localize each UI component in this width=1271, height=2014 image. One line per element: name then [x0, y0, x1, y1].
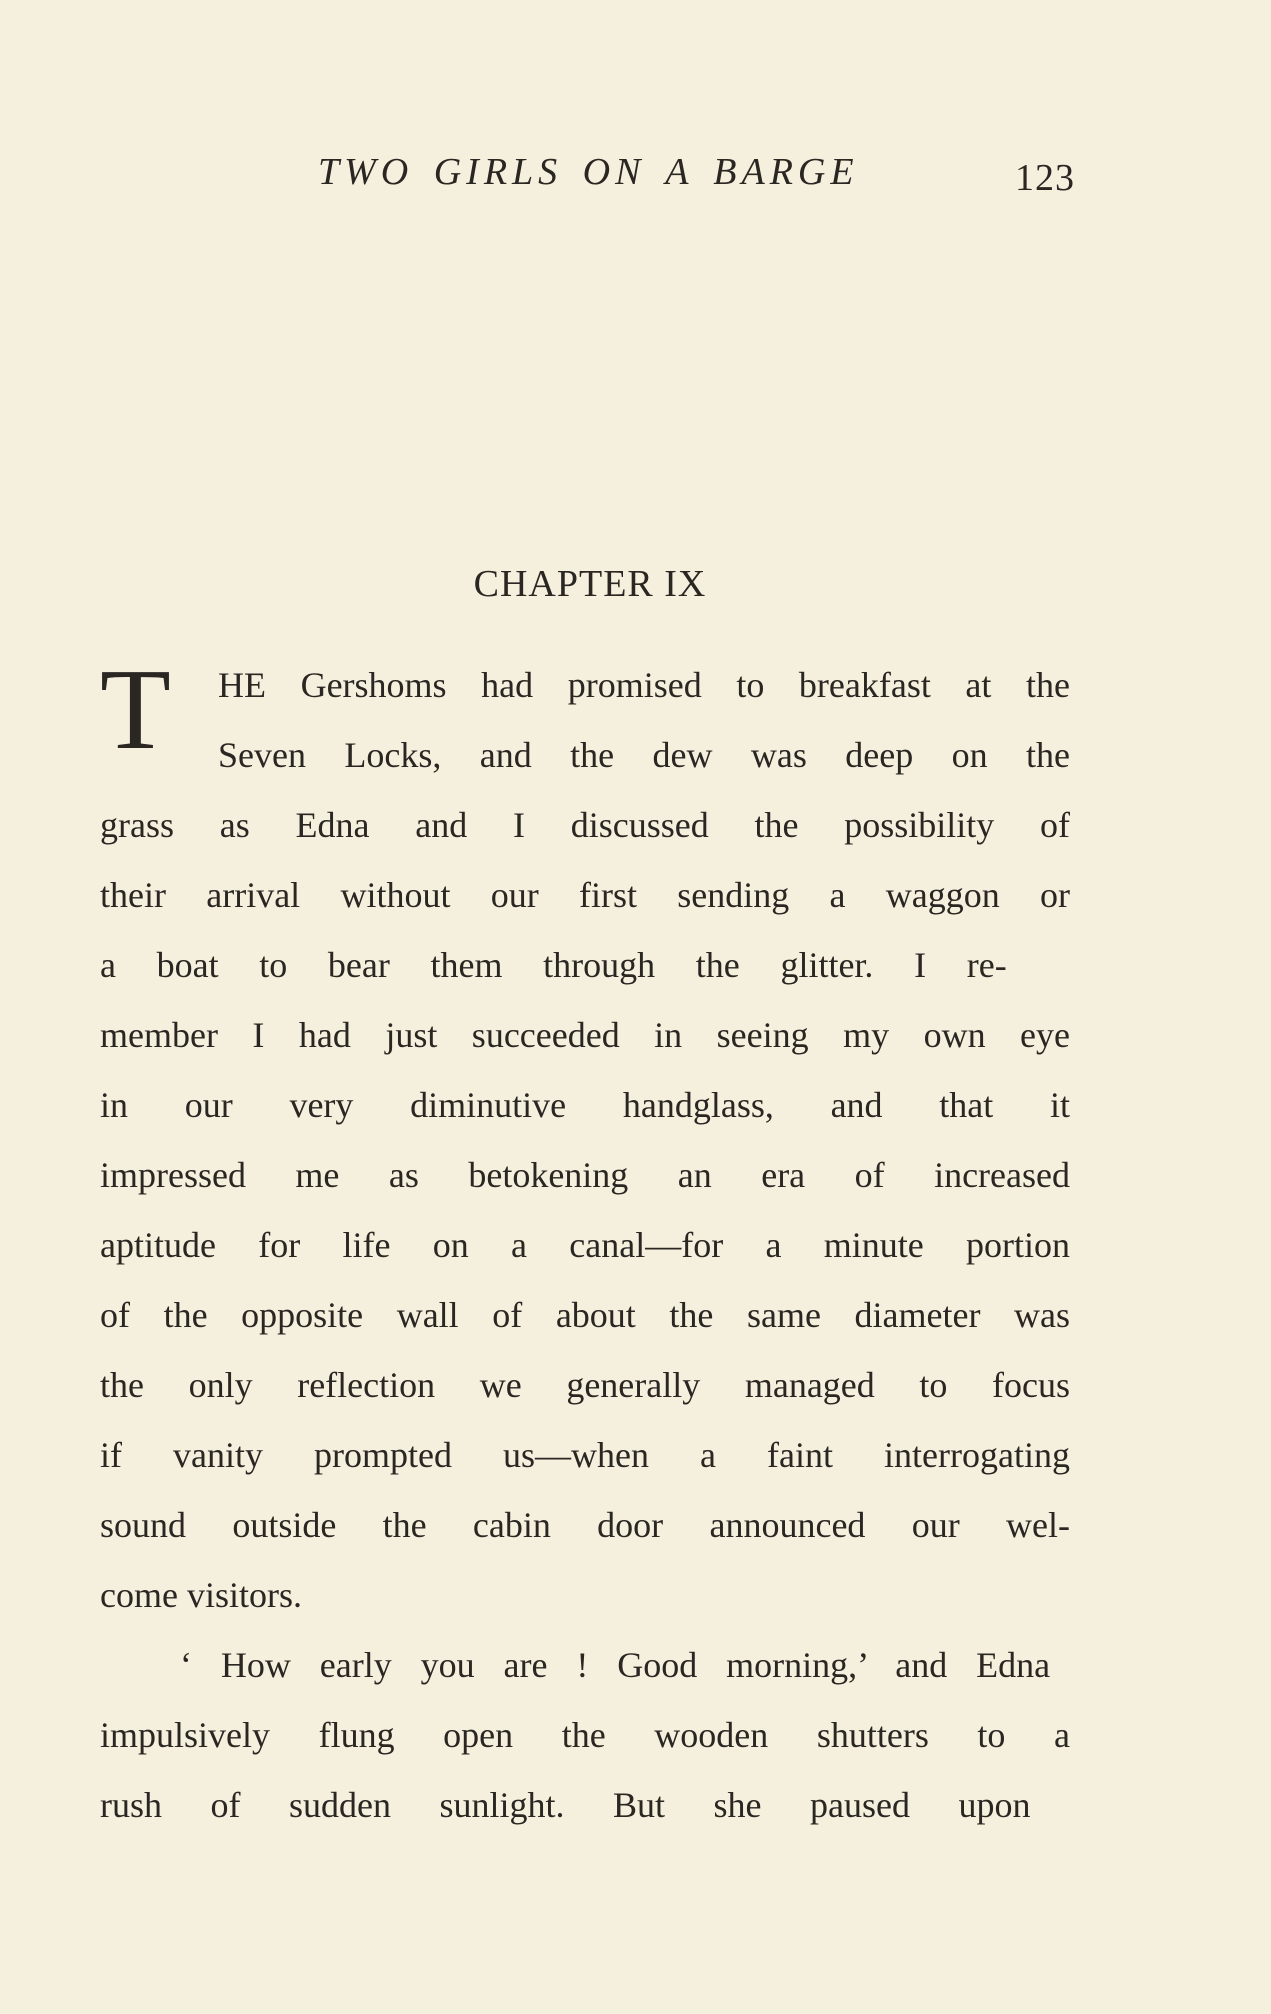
text-line: grass as Edna and I discussed the possibility of	[100, 805, 1070, 845]
text-line: Seven Locks, and the dew was deep on the	[218, 735, 1070, 775]
text-line: in our very diminutive handglass, and that it	[100, 1085, 1070, 1125]
text-body	[100, 646, 1070, 1840]
drop-cap: T	[100, 646, 171, 774]
text-line: a boat to bear them through the glitter. I re-	[100, 945, 1007, 985]
text-line: ‘ How early you are ! Good morning,’ and Edna	[180, 1645, 1051, 1685]
text-line: member I had just succeeded in seeing my own eye	[100, 1015, 1070, 1055]
chapter-heading: CHAPTER IX	[473, 563, 707, 605]
text-line: rush of sudden sunlight. But she paused upon	[100, 1785, 1031, 1825]
text-line: their arrival without our first sending a waggon or	[100, 875, 1070, 915]
text-line: the only reflection we generally managed to focus	[100, 1365, 1070, 1405]
text-line: impressed me as betokening an era of increased	[100, 1155, 1070, 1195]
text-line: of the opposite wall of about the same diameter was	[100, 1295, 1070, 1335]
text-line: aptitude for life on a canal—for a minute portion	[100, 1225, 1070, 1265]
text-line: impulsively flung open the wooden shutters to a	[100, 1715, 1070, 1755]
page-number: 123	[1015, 157, 1075, 199]
text-line: HE Gershoms had promised to breakfast at the	[218, 665, 1070, 705]
text-line: come visitors.	[100, 1575, 302, 1615]
running-title: TWO GIRLS ON A BARGE	[318, 151, 859, 193]
text-line: sound outside the cabin door announced our wel-	[100, 1505, 1070, 1545]
text-line: if vanity prompted us—when a faint interrogating	[100, 1435, 1070, 1475]
running-head	[100, 150, 1110, 210]
paragraph-1	[100, 646, 1070, 1630]
paragraph-2	[100, 1630, 1070, 1840]
